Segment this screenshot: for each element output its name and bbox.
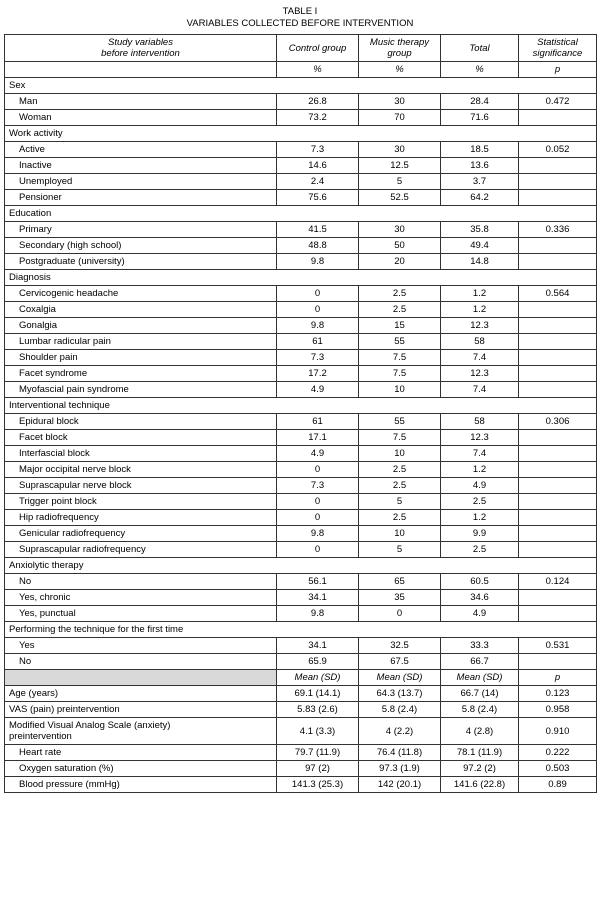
section-title: Diagnosis bbox=[5, 270, 597, 286]
table-row bbox=[5, 606, 597, 622]
row-label: Unemployed bbox=[5, 174, 277, 190]
table-row bbox=[5, 94, 597, 110]
row-music-value: 2.5 bbox=[359, 302, 441, 318]
subheader-blank bbox=[5, 62, 277, 78]
row-label: Yes bbox=[5, 638, 277, 654]
row-control-value: 141.3 (25.3) bbox=[277, 777, 359, 793]
row-label: Gonalgia bbox=[5, 318, 277, 334]
section-row bbox=[5, 622, 597, 638]
subheader-control-pct: % bbox=[277, 62, 359, 78]
row-total-value: 12.3 bbox=[441, 318, 519, 334]
row-control-value: 7.3 bbox=[277, 350, 359, 366]
variables-table bbox=[4, 34, 597, 793]
row-control-value: 0 bbox=[277, 494, 359, 510]
row-music-value: 32.5 bbox=[359, 638, 441, 654]
row-label: Heart rate bbox=[5, 745, 277, 761]
row-p-value bbox=[519, 174, 597, 190]
row-total-value: 97.2 (2) bbox=[441, 761, 519, 777]
table-row bbox=[5, 446, 597, 462]
row-music-value: 70 bbox=[359, 110, 441, 126]
row-p-value bbox=[519, 606, 597, 622]
row-music-value: 67.5 bbox=[359, 654, 441, 670]
row-total-value: 14.8 bbox=[441, 254, 519, 270]
row-music-value: 10 bbox=[359, 526, 441, 542]
table-row bbox=[5, 430, 597, 446]
row-label: Genicular radiofrequency bbox=[5, 526, 277, 542]
section-title: Sex bbox=[5, 78, 597, 94]
row-p-value: 0.531 bbox=[519, 638, 597, 654]
row-label: Primary bbox=[5, 222, 277, 238]
row-label: Active bbox=[5, 142, 277, 158]
row-label: Suprascapular nerve block bbox=[5, 478, 277, 494]
row-p-value: 0.124 bbox=[519, 574, 597, 590]
row-total-value: 141.6 (22.8) bbox=[441, 777, 519, 793]
row-music-value: 12.5 bbox=[359, 158, 441, 174]
table-row bbox=[5, 478, 597, 494]
section-row bbox=[5, 270, 597, 286]
table-row bbox=[5, 190, 597, 206]
section-row bbox=[5, 558, 597, 574]
table-row bbox=[5, 158, 597, 174]
row-p-value bbox=[519, 238, 597, 254]
row-p-value bbox=[519, 510, 597, 526]
table-row bbox=[5, 142, 597, 158]
header-stat-line1: Statistical bbox=[537, 37, 578, 48]
row-control-value: 0 bbox=[277, 542, 359, 558]
row-p-value bbox=[519, 110, 597, 126]
row-music-value: 2.5 bbox=[359, 286, 441, 302]
row-label: Blood pressure (mmHg) bbox=[5, 777, 277, 793]
row-control-value: 7.3 bbox=[277, 478, 359, 494]
row-music-value: 2.5 bbox=[359, 478, 441, 494]
row-music-value: 55 bbox=[359, 414, 441, 430]
row-control-value: 0 bbox=[277, 510, 359, 526]
table-caption bbox=[4, 6, 596, 30]
row-control-value: 56.1 bbox=[277, 574, 359, 590]
table-row bbox=[5, 414, 597, 430]
row-label: Secondary (high school) bbox=[5, 238, 277, 254]
row-music-value: 10 bbox=[359, 382, 441, 398]
table-row bbox=[5, 542, 597, 558]
row-music-value: 52.5 bbox=[359, 190, 441, 206]
row-total-value: 58 bbox=[441, 414, 519, 430]
row-control-value: 9.8 bbox=[277, 526, 359, 542]
row-total-value: 5.8 (2.4) bbox=[441, 702, 519, 718]
row-p-value bbox=[519, 382, 597, 398]
row-p-value bbox=[519, 318, 597, 334]
row-total-value: 7.4 bbox=[441, 382, 519, 398]
row-control-value: 97 (2) bbox=[277, 761, 359, 777]
row-p-value bbox=[519, 654, 597, 670]
table-row bbox=[5, 526, 597, 542]
subheader-p: p bbox=[519, 62, 597, 78]
row-label: Trigger point block bbox=[5, 494, 277, 510]
section-title: Anxiolytic therapy bbox=[5, 558, 597, 574]
row-total-value: 3.7 bbox=[441, 174, 519, 190]
table-row bbox=[5, 638, 597, 654]
row-music-value: 76.4 (11.8) bbox=[359, 745, 441, 761]
table-subheader-row bbox=[5, 62, 597, 78]
mean-header-control: Mean (SD) bbox=[277, 670, 359, 686]
row-control-value: 5.83 (2.6) bbox=[277, 702, 359, 718]
mean-header-music: Mean (SD) bbox=[359, 670, 441, 686]
row-total-value: 7.4 bbox=[441, 350, 519, 366]
row-music-value: 5.8 (2.4) bbox=[359, 702, 441, 718]
row-label: Suprascapular radiofrequency bbox=[5, 542, 277, 558]
row-total-value: 58 bbox=[441, 334, 519, 350]
row-music-value: 142 (20.1) bbox=[359, 777, 441, 793]
row-label: Major occipital nerve block bbox=[5, 462, 277, 478]
row-label: Yes, chronic bbox=[5, 590, 277, 606]
row-music-value: 5 bbox=[359, 542, 441, 558]
row-control-value: 73.2 bbox=[277, 110, 359, 126]
row-music-value: 15 bbox=[359, 318, 441, 334]
row-label: Yes, punctual bbox=[5, 606, 277, 622]
row-music-value: 30 bbox=[359, 142, 441, 158]
row-total-value: 66.7 bbox=[441, 654, 519, 670]
row-p-value bbox=[519, 302, 597, 318]
row-p-value bbox=[519, 462, 597, 478]
subheader-music-pct: % bbox=[359, 62, 441, 78]
row-label: VAS (pain) preintervention bbox=[5, 702, 277, 718]
table-row bbox=[5, 350, 597, 366]
subheader-total-pct: % bbox=[441, 62, 519, 78]
row-control-value: 61 bbox=[277, 414, 359, 430]
section-row bbox=[5, 206, 597, 222]
row-label-line1: Modified Visual Analog Scale (anxiety) bbox=[9, 720, 171, 731]
row-total-value: 78.1 (11.9) bbox=[441, 745, 519, 761]
row-music-value: 10 bbox=[359, 446, 441, 462]
section-title: Performing the technique for the first time bbox=[5, 622, 597, 638]
row-label: Postgraduate (university) bbox=[5, 254, 277, 270]
table-row bbox=[5, 110, 597, 126]
row-control-value: 9.8 bbox=[277, 606, 359, 622]
row-p-value bbox=[519, 446, 597, 462]
row-control-value: 4.9 bbox=[277, 446, 359, 462]
table-row bbox=[5, 654, 597, 670]
row-music-value: 97.3 (1.9) bbox=[359, 761, 441, 777]
table-row bbox=[5, 318, 597, 334]
row-p-value bbox=[519, 430, 597, 446]
row-total-value: 7.4 bbox=[441, 446, 519, 462]
table-number: TABLE I bbox=[282, 6, 318, 17]
row-p-value: 0.123 bbox=[519, 686, 597, 702]
row-total-value: 4.9 bbox=[441, 478, 519, 494]
row-music-value: 7.5 bbox=[359, 430, 441, 446]
table-row bbox=[5, 761, 597, 777]
row-music-value: 65 bbox=[359, 574, 441, 590]
row-control-value: 17.1 bbox=[277, 430, 359, 446]
row-music-value: 30 bbox=[359, 222, 441, 238]
row-music-value: 50 bbox=[359, 238, 441, 254]
row-p-value: 0.222 bbox=[519, 745, 597, 761]
row-label: Cervicogenic headache bbox=[5, 286, 277, 302]
table-row bbox=[5, 286, 597, 302]
table-row bbox=[5, 238, 597, 254]
row-control-value: 61 bbox=[277, 334, 359, 350]
header-music-therapy-group bbox=[359, 35, 441, 62]
row-music-value: 5 bbox=[359, 494, 441, 510]
table-row bbox=[5, 686, 597, 702]
row-p-value: 0.910 bbox=[519, 718, 597, 745]
row-music-value: 55 bbox=[359, 334, 441, 350]
row-total-value: 34.6 bbox=[441, 590, 519, 606]
header-stat-line2: significance bbox=[532, 48, 583, 59]
header-music-line2: group bbox=[387, 48, 412, 59]
row-p-value: 0.336 bbox=[519, 222, 597, 238]
section-row bbox=[5, 398, 597, 414]
row-music-value: 20 bbox=[359, 254, 441, 270]
row-label: Myofascial pain syndrome bbox=[5, 382, 277, 398]
table-data-rows bbox=[5, 78, 597, 793]
mean-header-row bbox=[5, 670, 597, 686]
row-music-value: 7.5 bbox=[359, 350, 441, 366]
table-row bbox=[5, 366, 597, 382]
row-control-value: 75.6 bbox=[277, 190, 359, 206]
row-total-value: 64.2 bbox=[441, 190, 519, 206]
mean-header-total: Mean (SD) bbox=[441, 670, 519, 686]
row-control-value: 34.1 bbox=[277, 638, 359, 654]
row-total-value: 2.5 bbox=[441, 494, 519, 510]
row-total-value: 13.6 bbox=[441, 158, 519, 174]
row-label bbox=[5, 718, 277, 745]
row-p-value bbox=[519, 494, 597, 510]
row-music-value: 30 bbox=[359, 94, 441, 110]
row-control-value: 26.8 bbox=[277, 94, 359, 110]
header-music-line1: Music therapy bbox=[369, 37, 430, 48]
row-label: Age (years) bbox=[5, 686, 277, 702]
row-total-value: 71.6 bbox=[441, 110, 519, 126]
row-p-value: 0.958 bbox=[519, 702, 597, 718]
row-music-value: 35 bbox=[359, 590, 441, 606]
row-p-value bbox=[519, 542, 597, 558]
row-label: Woman bbox=[5, 110, 277, 126]
row-control-value: 65.9 bbox=[277, 654, 359, 670]
row-p-value bbox=[519, 190, 597, 206]
row-total-value: 49.4 bbox=[441, 238, 519, 254]
table-title: VARIABLES COLLECTED BEFORE INTERVENTION bbox=[186, 18, 414, 29]
row-control-value: 69.1 (14.1) bbox=[277, 686, 359, 702]
row-total-value: 1.2 bbox=[441, 510, 519, 526]
table-row bbox=[5, 745, 597, 761]
table-row bbox=[5, 462, 597, 478]
row-p-value: 0.052 bbox=[519, 142, 597, 158]
row-label: Lumbar radicular pain bbox=[5, 334, 277, 350]
row-total-value: 2.5 bbox=[441, 542, 519, 558]
row-control-value: 48.8 bbox=[277, 238, 359, 254]
row-label: Man bbox=[5, 94, 277, 110]
row-label: Epidural block bbox=[5, 414, 277, 430]
row-label: Inactive bbox=[5, 158, 277, 174]
row-p-value: 0.89 bbox=[519, 777, 597, 793]
row-total-value: 35.8 bbox=[441, 222, 519, 238]
row-p-value bbox=[519, 254, 597, 270]
table-row bbox=[5, 382, 597, 398]
row-music-value: 5 bbox=[359, 174, 441, 190]
table-row bbox=[5, 718, 597, 745]
row-label: Hip radiofrequency bbox=[5, 510, 277, 526]
row-label: Interfascial block bbox=[5, 446, 277, 462]
row-p-value: 0.472 bbox=[519, 94, 597, 110]
row-control-value: 4.1 (3.3) bbox=[277, 718, 359, 745]
header-total: Total bbox=[441, 35, 519, 62]
row-total-value: 1.2 bbox=[441, 286, 519, 302]
table-row bbox=[5, 254, 597, 270]
row-control-value: 79.7 (11.9) bbox=[277, 745, 359, 761]
row-music-value: 2.5 bbox=[359, 462, 441, 478]
row-p-value bbox=[519, 350, 597, 366]
row-total-value: 4 (2.8) bbox=[441, 718, 519, 745]
row-total-value: 66.7 (14) bbox=[441, 686, 519, 702]
row-total-value: 4.9 bbox=[441, 606, 519, 622]
row-control-value: 0 bbox=[277, 462, 359, 478]
row-p-value bbox=[519, 526, 597, 542]
row-p-value bbox=[519, 590, 597, 606]
row-control-value: 9.8 bbox=[277, 318, 359, 334]
row-label: Facet block bbox=[5, 430, 277, 446]
row-label: No bbox=[5, 654, 277, 670]
row-label: Pensioner bbox=[5, 190, 277, 206]
row-p-value: 0.564 bbox=[519, 286, 597, 302]
row-total-value: 18.5 bbox=[441, 142, 519, 158]
row-total-value: 9.9 bbox=[441, 526, 519, 542]
row-music-value: 7.5 bbox=[359, 366, 441, 382]
table-row bbox=[5, 702, 597, 718]
row-total-value: 12.3 bbox=[441, 366, 519, 382]
row-label: Facet syndrome bbox=[5, 366, 277, 382]
mean-header-blank bbox=[5, 670, 277, 686]
row-control-value: 14.6 bbox=[277, 158, 359, 174]
header-study-variables-line1: Study variables bbox=[108, 37, 173, 48]
row-label-line2: preintervention bbox=[9, 731, 72, 742]
table-row bbox=[5, 494, 597, 510]
section-title: Interventional technique bbox=[5, 398, 597, 414]
mean-header-p: p bbox=[519, 670, 597, 686]
row-control-value: 4.9 bbox=[277, 382, 359, 398]
header-statistical-significance bbox=[519, 35, 597, 62]
row-music-value: 2.5 bbox=[359, 510, 441, 526]
row-control-value: 0 bbox=[277, 302, 359, 318]
header-study-variables bbox=[5, 35, 277, 62]
row-total-value: 60.5 bbox=[441, 574, 519, 590]
row-music-value: 0 bbox=[359, 606, 441, 622]
row-music-value: 4 (2.2) bbox=[359, 718, 441, 745]
table-header-row bbox=[5, 35, 597, 62]
section-title: Education bbox=[5, 206, 597, 222]
row-label: Shoulder pain bbox=[5, 350, 277, 366]
table-body bbox=[5, 35, 597, 78]
table-row bbox=[5, 777, 597, 793]
row-total-value: 1.2 bbox=[441, 302, 519, 318]
row-label: Coxalgia bbox=[5, 302, 277, 318]
row-control-value: 7.3 bbox=[277, 142, 359, 158]
row-total-value: 28.4 bbox=[441, 94, 519, 110]
row-p-value: 0.306 bbox=[519, 414, 597, 430]
table-row bbox=[5, 302, 597, 318]
row-p-value: 0.503 bbox=[519, 761, 597, 777]
row-control-value: 41.5 bbox=[277, 222, 359, 238]
header-study-variables-line2: before intervention bbox=[101, 48, 180, 59]
row-label: No bbox=[5, 574, 277, 590]
row-label: Oxygen saturation (%) bbox=[5, 761, 277, 777]
table-row bbox=[5, 222, 597, 238]
row-control-value: 0 bbox=[277, 286, 359, 302]
row-total-value: 12.3 bbox=[441, 430, 519, 446]
row-control-value: 17.2 bbox=[277, 366, 359, 382]
row-p-value bbox=[519, 366, 597, 382]
table-row bbox=[5, 590, 597, 606]
section-row bbox=[5, 126, 597, 142]
header-control-group: Control group bbox=[277, 35, 359, 62]
row-control-value: 34.1 bbox=[277, 590, 359, 606]
row-p-value bbox=[519, 158, 597, 174]
table-row bbox=[5, 174, 597, 190]
row-p-value bbox=[519, 478, 597, 494]
row-control-value: 9.8 bbox=[277, 254, 359, 270]
table-row bbox=[5, 574, 597, 590]
row-music-value: 64.3 (13.7) bbox=[359, 686, 441, 702]
section-row bbox=[5, 78, 597, 94]
table-row bbox=[5, 510, 597, 526]
row-total-value: 33.3 bbox=[441, 638, 519, 654]
row-control-value: 2.4 bbox=[277, 174, 359, 190]
section-title: Work activity bbox=[5, 126, 597, 142]
row-total-value: 1.2 bbox=[441, 462, 519, 478]
row-p-value bbox=[519, 334, 597, 350]
table-row bbox=[5, 334, 597, 350]
